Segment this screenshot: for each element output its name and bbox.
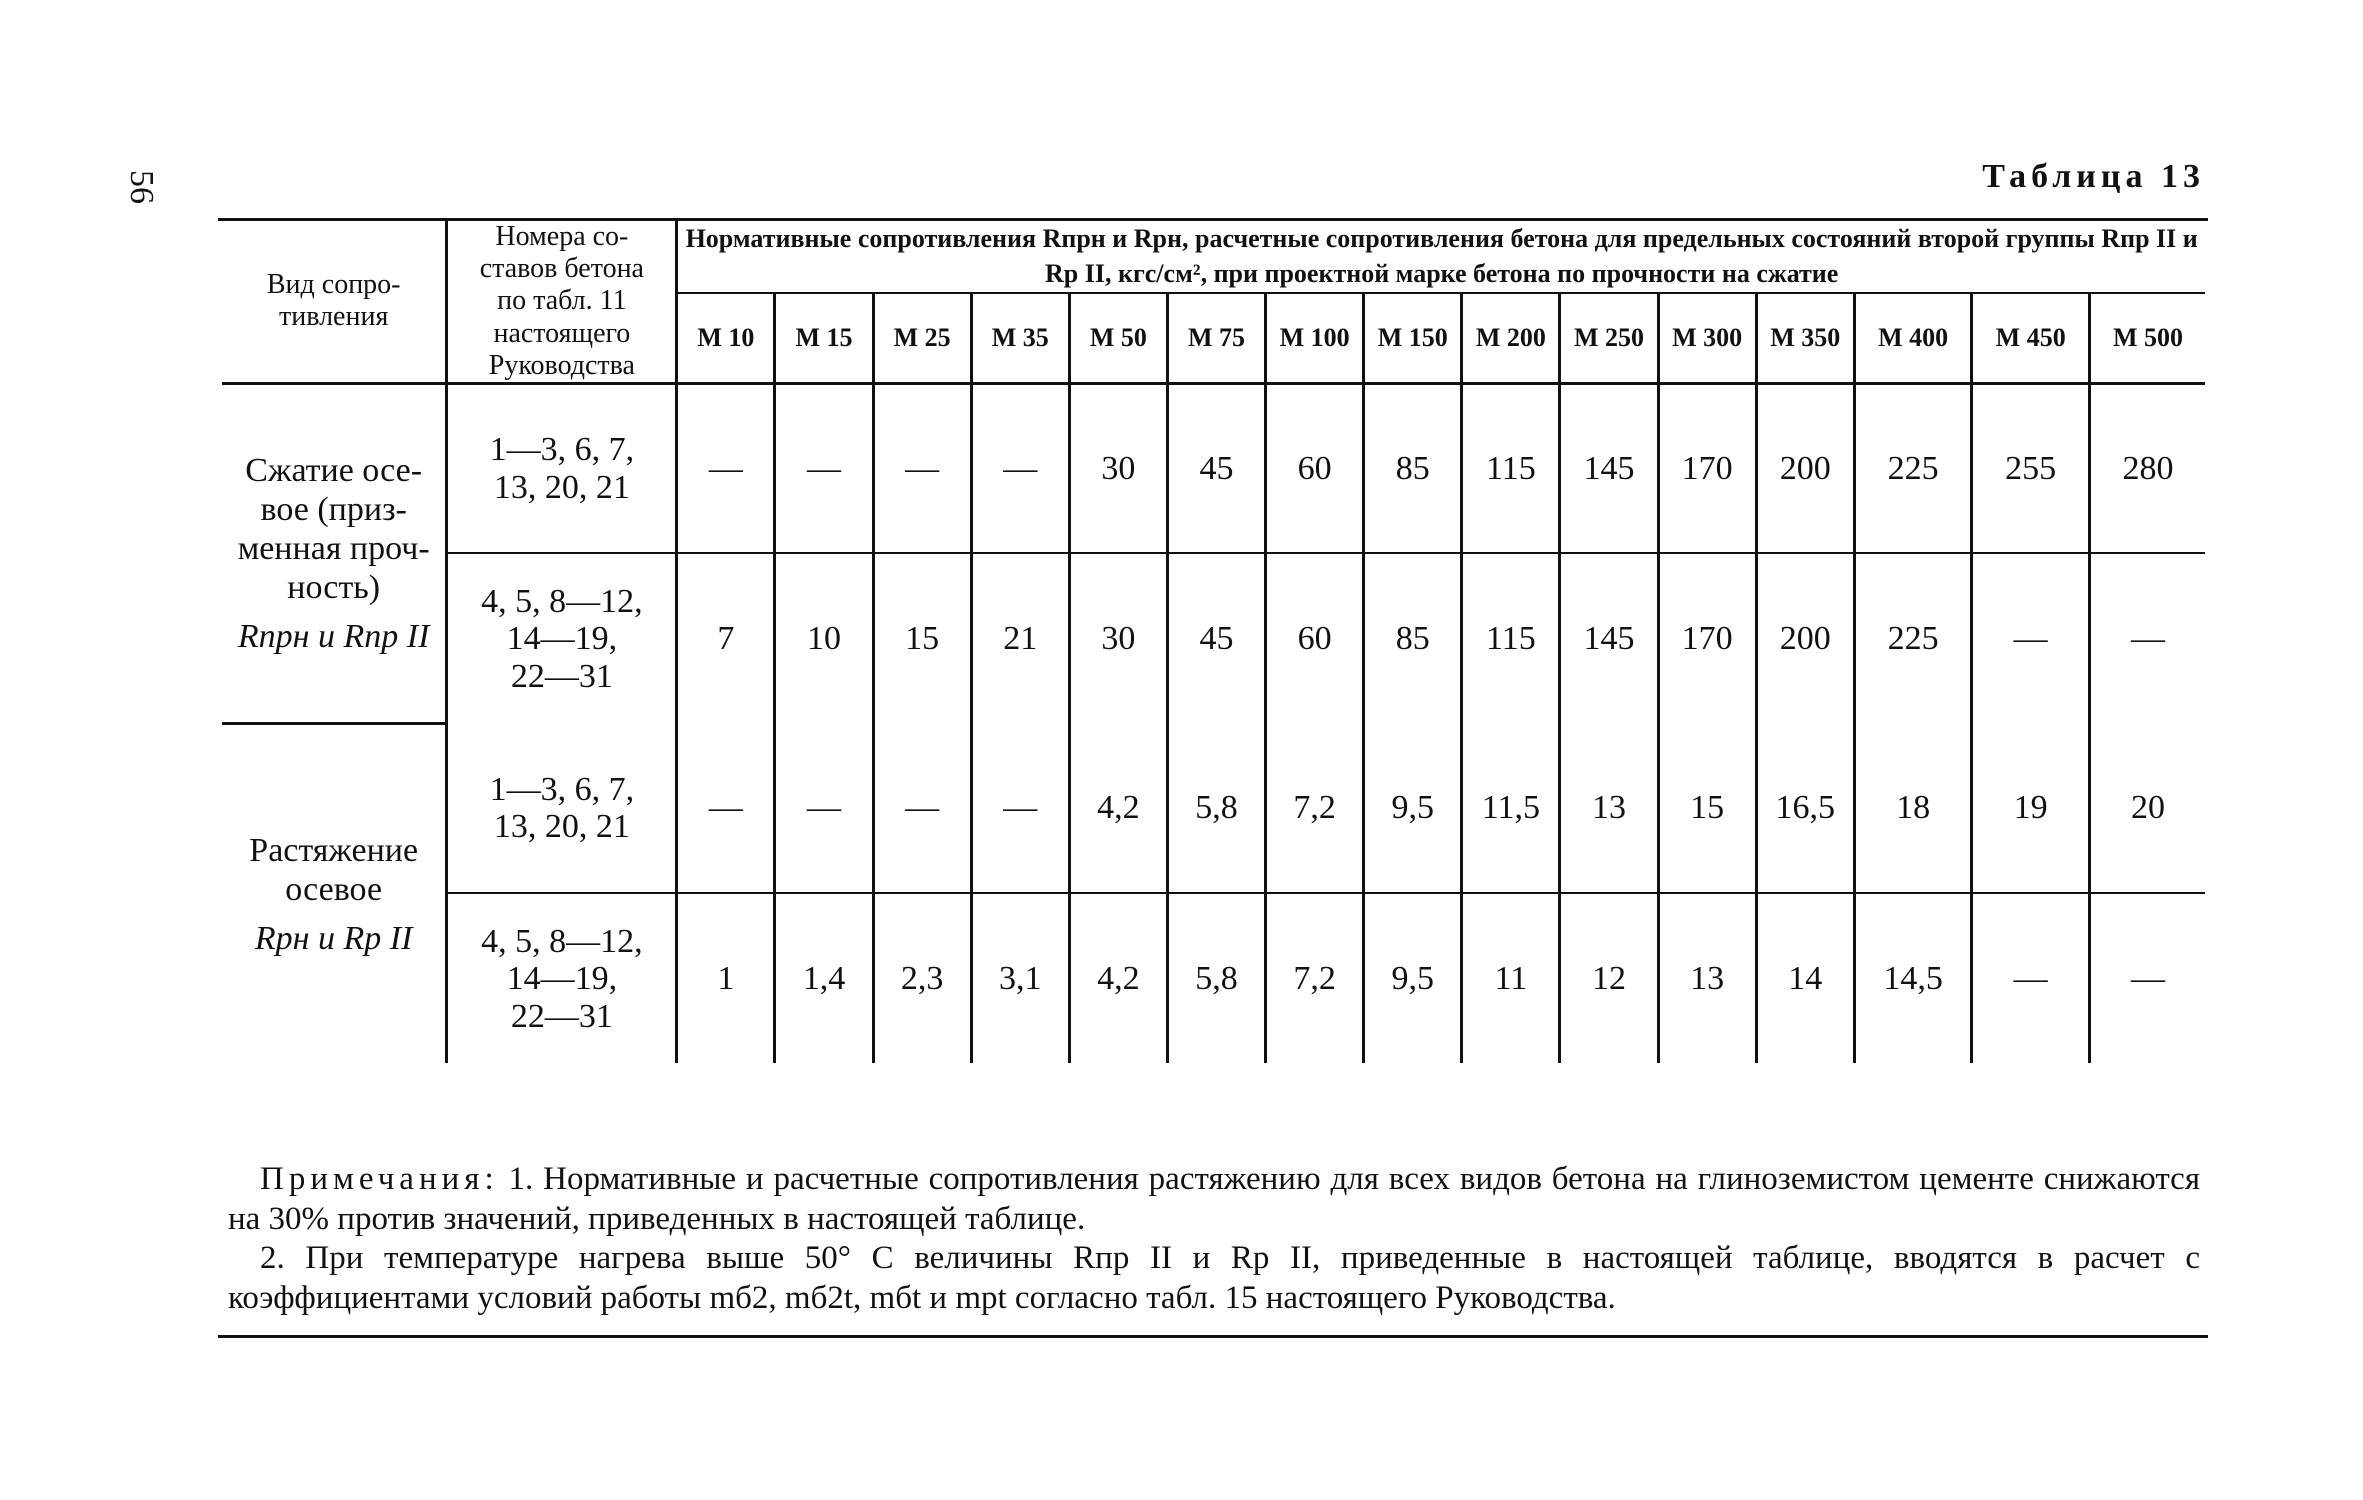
value-cell: — xyxy=(677,723,775,893)
table-row xyxy=(222,893,2205,1063)
table-row xyxy=(222,553,2205,723)
resistance-type-label: Растяжение осевое xyxy=(249,831,419,908)
value-cell: 255 xyxy=(1972,383,2090,553)
value-cell: 7 xyxy=(677,553,775,723)
value-cell: 170 xyxy=(1658,383,1756,553)
value-cell: — xyxy=(971,723,1069,893)
value-cell: 4,2 xyxy=(1069,723,1167,893)
header-grade: М 50 xyxy=(1069,293,1167,384)
value-cell: 225 xyxy=(1854,553,1972,723)
value-cell: 14,5 xyxy=(1854,893,1972,1063)
header-grade: М 10 xyxy=(677,293,775,384)
value-cell: 115 xyxy=(1462,553,1560,723)
table-container xyxy=(222,218,2205,1063)
value-cell: 145 xyxy=(1560,383,1658,553)
value-cell: 60 xyxy=(1266,553,1364,723)
composition-cell: 1—3, 6, 7, 13, 20, 21 xyxy=(447,383,677,553)
value-cell: — xyxy=(1972,893,2090,1063)
value-cell: 10 xyxy=(775,553,873,723)
header-grade: М 450 xyxy=(1972,293,2090,384)
value-cell: 15 xyxy=(1658,723,1756,893)
resistance-type-label: Сжатие осе- вое (приз- менная проч- ность) xyxy=(237,451,430,606)
notes-heading: Примечания: xyxy=(260,1161,499,1197)
value-cell: 3,1 xyxy=(971,893,1069,1063)
value-cell: 5,8 xyxy=(1167,893,1265,1063)
value-cell: — xyxy=(775,383,873,553)
value-cell: 225 xyxy=(1854,383,1972,553)
value-cell: — xyxy=(873,383,971,553)
header-resistance-description xyxy=(677,220,2205,293)
value-cell: 19 xyxy=(1972,723,2090,893)
note-1: 1. Нормативные и расчетные сопротивления растяжению для всех видов бетона на глиноземистом цементе снижаются на 30% против значений, приведенных в настоящей таблице. xyxy=(228,1161,2200,1237)
header-grade: М 35 xyxy=(971,293,1069,384)
value-cell: 12 xyxy=(1560,893,1658,1063)
value-cell: 21 xyxy=(971,553,1069,723)
value-cell: 11,5 xyxy=(1462,723,1560,893)
header-grade: М 300 xyxy=(1658,293,1756,384)
value-cell: 15 xyxy=(873,553,971,723)
value-cell: 1,4 xyxy=(775,893,873,1063)
table-title: Таблица 13 xyxy=(1982,158,2205,195)
value-cell: 45 xyxy=(1167,553,1265,723)
table-bottom-rule xyxy=(218,1335,2208,1338)
value-cell: 30 xyxy=(1069,553,1167,723)
table-row xyxy=(222,383,2205,553)
value-cell: 85 xyxy=(1364,383,1462,553)
value-cell: 5,8 xyxy=(1167,723,1265,893)
header-resistance-text: Нормативные сопротивления Rпрн и Rрн, расчетные сопротивления бетона для предельных состояний второй группы Rпр II и Rр II, кгс/см², при проектной марке бетона по прочности на сжатие xyxy=(685,224,2198,289)
value-cell: 115 xyxy=(1462,383,1560,553)
composition-cell: 4, 5, 8—12, 14—19, 22—31 xyxy=(447,553,677,723)
header-grade: М 15 xyxy=(775,293,873,384)
value-cell: 7,2 xyxy=(1266,723,1364,893)
header-grade: М 500 xyxy=(2089,293,2205,384)
value-cell: 60 xyxy=(1266,383,1364,553)
value-cell: 200 xyxy=(1756,383,1854,553)
value-cell: 14 xyxy=(1756,893,1854,1063)
header-grade: М 25 xyxy=(873,293,971,384)
header-grade: М 75 xyxy=(1167,293,1265,384)
note-2: 2. При температуре нагрева выше 50° С величины Rпр II и Rр II, приведенные в настоящей таблице, вводятся в расчет с коэффициентами условий работы mб2, mб2t, mбt и mрt согласно табл. 15 настоящего Руководства. xyxy=(228,1240,2200,1316)
value-cell: 20 xyxy=(2089,723,2205,893)
page-number: 56 xyxy=(123,170,160,204)
value-cell: 13 xyxy=(1658,893,1756,1063)
value-cell: 13 xyxy=(1560,723,1658,893)
value-cell: — xyxy=(775,723,873,893)
resistance-symbol: Rпрн и Rпр II xyxy=(237,618,430,656)
header-grade: М 250 xyxy=(1560,293,1658,384)
value-cell: 85 xyxy=(1364,553,1462,723)
composition-cell: 1—3, 6, 7, 13, 20, 21 xyxy=(447,723,677,893)
value-cell: 45 xyxy=(1167,383,1265,553)
header-composition-numbers: Номера со- ставов бетона по табл. 11 настоящего Руководства xyxy=(447,220,677,384)
value-cell: 11 xyxy=(1462,893,1560,1063)
header-type-of-resistance: Вид сопро- тивления xyxy=(222,220,447,384)
header-grade: М 200 xyxy=(1462,293,1560,384)
header-grade: М 350 xyxy=(1756,293,1854,384)
header-grade: М 150 xyxy=(1364,293,1462,384)
resistance-table xyxy=(222,218,2205,1063)
resistance-type-cell xyxy=(222,723,447,1063)
composition-cell: 4, 5, 8—12, 14—19, 22—31 xyxy=(447,893,677,1063)
value-cell: 1 xyxy=(677,893,775,1063)
value-cell: — xyxy=(2089,553,2205,723)
value-cell: 30 xyxy=(1069,383,1167,553)
value-cell: 7,2 xyxy=(1266,893,1364,1063)
value-cell: — xyxy=(2089,893,2205,1063)
value-cell: 170 xyxy=(1658,553,1756,723)
value-cell: 4,2 xyxy=(1069,893,1167,1063)
value-cell: — xyxy=(1972,553,2090,723)
table-row xyxy=(222,723,2205,893)
value-cell: 16,5 xyxy=(1756,723,1854,893)
value-cell: 2,3 xyxy=(873,893,971,1063)
header-grade: М 400 xyxy=(1854,293,1972,384)
value-cell: 200 xyxy=(1756,553,1854,723)
value-cell: — xyxy=(677,383,775,553)
resistance-type-cell xyxy=(222,383,447,723)
resistance-symbol: Rрн и Rр II xyxy=(254,919,413,957)
header-grade: М 100 xyxy=(1266,293,1364,384)
value-cell: 9,5 xyxy=(1364,893,1462,1063)
value-cell: 18 xyxy=(1854,723,1972,893)
value-cell: 145 xyxy=(1560,553,1658,723)
value-cell: 9,5 xyxy=(1364,723,1462,893)
value-cell: — xyxy=(971,383,1069,553)
value-cell: — xyxy=(873,723,971,893)
value-cell: 280 xyxy=(2089,383,2205,553)
notes xyxy=(228,1160,2200,1318)
